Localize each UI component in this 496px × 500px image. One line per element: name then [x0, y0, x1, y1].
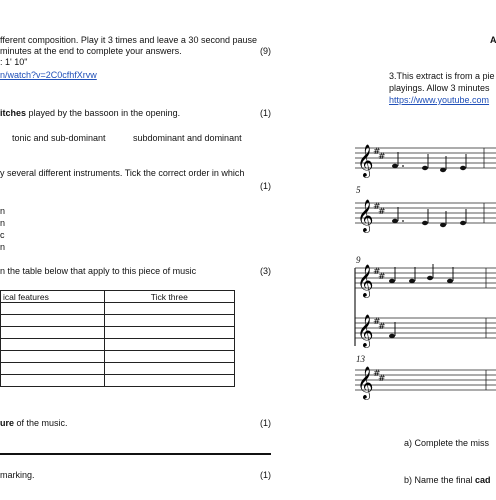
instrument-option-4[interactable]: n	[0, 242, 6, 252]
tick-cell[interactable]	[104, 315, 234, 327]
question-texture-bold: ure	[0, 418, 15, 428]
answer-line[interactable]	[0, 453, 271, 455]
tick-cell[interactable]	[104, 327, 234, 339]
features-table	[0, 290, 235, 387]
tick-cell[interactable]	[104, 351, 234, 363]
instrument-option-3[interactable]: c	[0, 230, 5, 240]
table-row	[1, 315, 235, 327]
question-pitches-bold: itches	[0, 108, 27, 118]
question-pitches	[0, 108, 180, 119]
marks-pitches: (1)	[260, 108, 271, 118]
svg-text:#: #	[378, 152, 386, 162]
q3-line-1: 3.This extract is from a pie	[389, 71, 495, 81]
bar-number-5: 5	[356, 185, 361, 195]
table-row	[1, 303, 235, 315]
feature-cell	[1, 303, 105, 315]
question-a: a) Complete the miss	[404, 438, 490, 448]
bar-number-13: 13	[356, 354, 365, 364]
bar-number-9: 9	[356, 255, 361, 265]
tick-cell[interactable]	[104, 339, 234, 351]
svg-text:#: #	[378, 322, 386, 332]
svg-text:#: #	[378, 272, 386, 282]
tick-cell[interactable]	[104, 363, 234, 375]
svg-text:#: #	[378, 207, 386, 217]
question-instruments: y several different instruments. Tick the correct order in which	[0, 168, 245, 178]
feature-cell	[1, 315, 105, 327]
music-staff-1	[355, 140, 496, 180]
svg-text:𝄞: 𝄞	[357, 144, 374, 177]
marks-texture: (1)	[260, 418, 271, 428]
question-pitches-text: played by the bassoon in the opening.	[26, 108, 181, 118]
svg-text:#: #	[373, 147, 381, 157]
intro-line-2: minutes at the end to complete your answers.	[0, 46, 182, 56]
feature-cell	[1, 363, 105, 375]
header-features: ical features	[1, 291, 105, 303]
svg-text:𝄞: 𝄞	[357, 314, 374, 347]
question-marking: marking.	[0, 470, 35, 480]
q3-youtube-link[interactable]: https://www.youtube.com	[389, 95, 490, 105]
question-b-bold: cad	[475, 475, 491, 485]
youtube-link[interactable]: n/watch?v=2C0cfhfXrvw	[0, 70, 97, 80]
feature-cell	[1, 327, 105, 339]
table-row	[1, 363, 235, 375]
marks-intro: (9)	[260, 46, 271, 56]
question-table: n the table below that apply to this piece of music	[0, 266, 197, 276]
music-grand-staff	[350, 260, 496, 356]
duration-text: : 1' 10"	[0, 57, 28, 67]
table-row	[1, 339, 235, 351]
intro-line-1: fferent composition. Play it 3 times and leave a 30 second pause	[0, 35, 257, 45]
svg-text:𝄞: 𝄞	[357, 366, 374, 399]
q3-line-2: playings. Allow 3 minutes	[389, 83, 490, 93]
svg-text:𝄞: 𝄞	[357, 199, 374, 232]
music-staff-4	[355, 362, 496, 402]
marks-marking: (1)	[260, 470, 271, 480]
question-texture	[0, 418, 68, 429]
header-tick: Tick three	[104, 291, 234, 303]
tick-cell[interactable]	[104, 375, 234, 387]
question-b-text: b) Name the final	[404, 475, 476, 485]
svg-text:𝄞: 𝄞	[357, 264, 374, 297]
svg-text:#: #	[378, 374, 386, 384]
svg-text:#: #	[373, 369, 381, 379]
instrument-option-2[interactable]: n	[0, 218, 6, 228]
svg-text:#: #	[373, 317, 381, 327]
svg-text:#: #	[373, 267, 381, 277]
table-row	[1, 351, 235, 363]
svg-text:#: #	[373, 202, 381, 212]
option-tonic-subdominant[interactable]: tonic and sub-dominant	[12, 133, 106, 143]
question-b	[404, 475, 491, 486]
tick-cell[interactable]	[104, 303, 234, 315]
table-row	[1, 327, 235, 339]
option-subdominant-dominant[interactable]: subdominant and dominant	[133, 133, 242, 143]
marks-instruments: (1)	[260, 181, 271, 191]
music-staff-2	[355, 195, 496, 235]
table-header-row	[1, 291, 235, 303]
feature-cell	[1, 339, 105, 351]
instrument-option-1[interactable]: n	[0, 206, 6, 216]
marks-table: (3)	[260, 266, 271, 276]
corner-letter: A	[490, 35, 496, 45]
question-texture-text: of the music.	[14, 418, 68, 428]
feature-cell	[1, 375, 105, 387]
feature-cell	[1, 351, 105, 363]
table-row	[1, 375, 235, 387]
